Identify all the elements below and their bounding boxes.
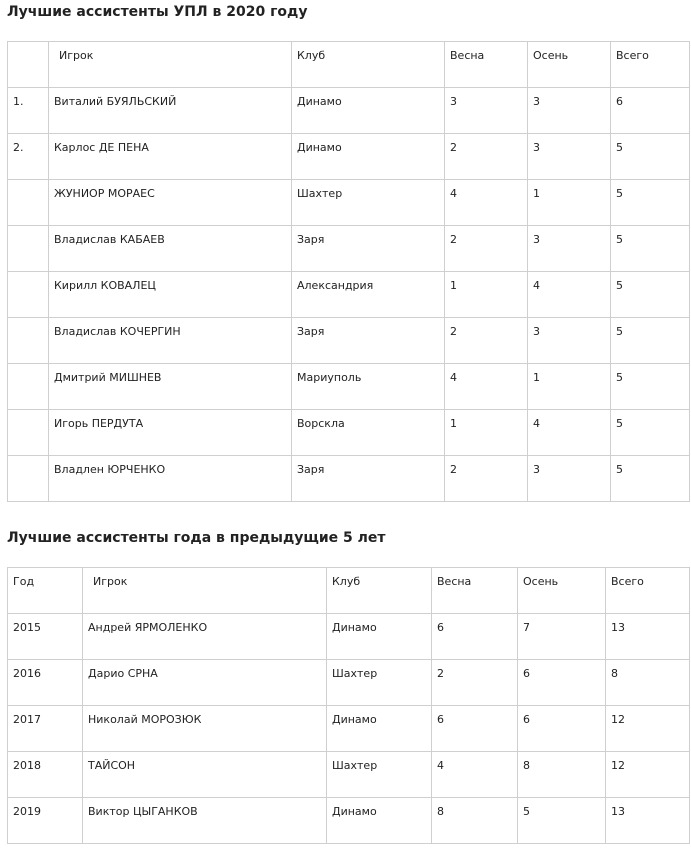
cell-player: Владлен ЮРЧЕНКО [49,456,292,502]
cell-autumn: 4 [528,410,611,456]
cell-autumn: 7 [518,614,606,660]
cell-club: Динамо [327,798,432,844]
cell-rank [8,272,49,318]
table-header-row [8,42,690,88]
assists-2020-table [7,41,690,502]
cell-spring: 1 [445,410,528,456]
cell-spring: 3 [445,88,528,134]
cell-player: Карлос ДЕ ПЕНА [49,134,292,180]
cell-player: Игорь ПЕРДУТА [49,410,292,456]
cell-total: 5 [611,410,690,456]
cell-total: 13 [606,614,690,660]
cell-player: Виктор ЦЫГАНКОВ [83,798,327,844]
cell-club: Шахтер [327,660,432,706]
table-row [8,614,690,660]
cell-player: Андрей ЯРМОЛЕНКО [83,614,327,660]
cell-year: 2015 [8,614,83,660]
cell-autumn: 3 [528,456,611,502]
column-header-autumn: Осень [528,42,611,88]
cell-club: Динамо [327,614,432,660]
cell-total: 5 [611,456,690,502]
cell-year: 2016 [8,660,83,706]
cell-spring: 2 [445,456,528,502]
cell-year: 2018 [8,752,83,798]
cell-autumn: 3 [528,318,611,364]
cell-spring: 1 [445,272,528,318]
cell-player: Кирилл КОВАЛЕЦ [49,272,292,318]
table-row [8,134,690,180]
cell-spring: 6 [432,614,518,660]
cell-autumn: 8 [518,752,606,798]
cell-total: 8 [606,660,690,706]
cell-rank [8,410,49,456]
cell-player: Владислав КОЧЕРГИН [49,318,292,364]
cell-club: Александрия [292,272,445,318]
table-row [8,660,690,706]
cell-club: Заря [292,456,445,502]
table-row [8,364,690,410]
cell-rank [8,456,49,502]
table-row [8,752,690,798]
cell-spring: 2 [445,318,528,364]
cell-autumn: 4 [528,272,611,318]
cell-autumn: 1 [528,180,611,226]
cell-club: Мариуполь [292,364,445,410]
column-header-spring: Весна [432,568,518,614]
cell-rank [8,180,49,226]
cell-club: Заря [292,226,445,272]
cell-spring: 2 [445,226,528,272]
assists-previous-years-table [7,567,690,844]
cell-autumn: 6 [518,660,606,706]
table-row [8,180,690,226]
cell-spring: 4 [432,752,518,798]
table-row [8,88,690,134]
section-title-2020: Лучшие ассистенты УПЛ в 2020 году [7,4,308,20]
table-row [8,410,690,456]
table-row [8,456,690,502]
cell-total: 12 [606,752,690,798]
cell-club: Динамо [292,134,445,180]
cell-spring: 4 [445,180,528,226]
column-header-spring: Весна [445,42,528,88]
cell-autumn: 1 [528,364,611,410]
table-row [8,798,690,844]
column-header-autumn: Осень [518,568,606,614]
cell-spring: 2 [445,134,528,180]
cell-total: 12 [606,706,690,752]
cell-rank: 2. [8,134,49,180]
cell-autumn: 3 [528,226,611,272]
column-header-club: Клуб [327,568,432,614]
cell-club: Заря [292,318,445,364]
cell-total: 5 [611,226,690,272]
cell-total: 5 [611,134,690,180]
table-row [8,272,690,318]
cell-autumn: 3 [528,134,611,180]
cell-autumn: 6 [518,706,606,752]
cell-spring: 2 [432,660,518,706]
cell-total: 5 [611,180,690,226]
cell-club: Ворскла [292,410,445,456]
column-header-total: Всего [611,42,690,88]
table-header-row [8,568,690,614]
cell-total: 5 [611,272,690,318]
column-header-year: Год [8,568,83,614]
table-row [8,706,690,752]
column-header-rank [8,42,49,88]
cell-rank: 1. [8,88,49,134]
cell-total: 5 [611,364,690,410]
cell-spring: 4 [445,364,528,410]
cell-rank [8,318,49,364]
cell-spring: 8 [432,798,518,844]
cell-club: Динамо [292,88,445,134]
cell-club: Шахтер [327,752,432,798]
column-header-total: Всего [606,568,690,614]
column-header-club: Клуб [292,42,445,88]
cell-rank [8,226,49,272]
cell-rank [8,364,49,410]
cell-year: 2017 [8,706,83,752]
cell-autumn: 3 [528,88,611,134]
cell-player: ТАЙСОН [83,752,327,798]
column-header-player: Игрок [83,568,327,614]
section-title-previous-years: Лучшие ассистенты года в предыдущие 5 лет [7,530,386,546]
cell-club: Динамо [327,706,432,752]
cell-player: Николай МОРОЗЮК [83,706,327,752]
cell-club: Шахтер [292,180,445,226]
cell-player: Дмитрий МИШНЕВ [49,364,292,410]
cell-player: Владислав КАБАЕВ [49,226,292,272]
cell-total: 5 [611,318,690,364]
cell-year: 2019 [8,798,83,844]
cell-player: Дарио СРНА [83,660,327,706]
cell-autumn: 5 [518,798,606,844]
cell-total: 13 [606,798,690,844]
cell-player: ЖУНИОР МОРАЕС [49,180,292,226]
table-row [8,226,690,272]
cell-total: 6 [611,88,690,134]
table-row [8,318,690,364]
cell-player: Виталий БУЯЛЬСКИЙ [49,88,292,134]
cell-spring: 6 [432,706,518,752]
column-header-player: Игрок [49,42,292,88]
